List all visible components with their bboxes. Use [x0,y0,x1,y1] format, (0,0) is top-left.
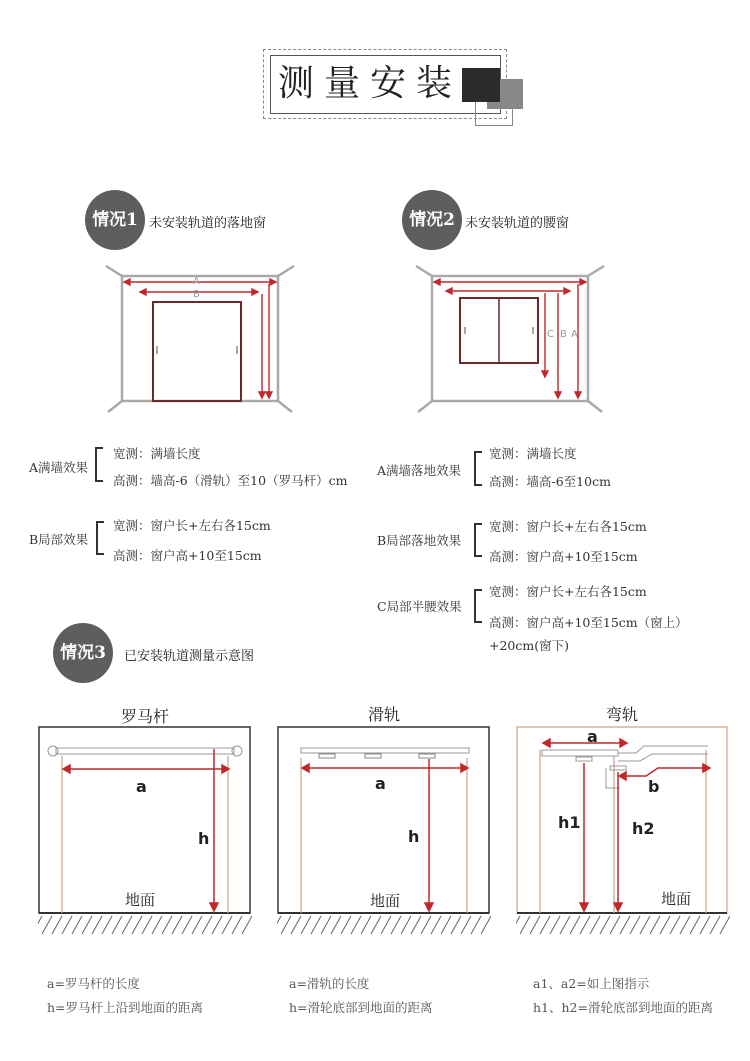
case1-effect-a-name: A满墙效果 [29,460,89,475]
case2-effect-a-height: 高测：墙高-6至10cm [489,474,611,489]
case1-effect-b-width: 宽测：窗户长+左右各15cm [113,518,271,533]
panel1-legend-h: h=罗马杆上沿到地面的距离 [47,1000,204,1015]
panel1-label-a: a [136,777,147,796]
case1-room-diagram [100,262,300,417]
case2-badge: 情况2 [402,190,462,250]
panel-roman-rod-title: 罗马杆 [120,707,169,726]
panel2-legend-h: h=滑轮底部到地面的距离 [289,1000,433,1015]
case1-letter-b: B [193,289,200,300]
case1-letter-a: A [193,276,200,287]
panel1-legend-a: a=罗马杆的长度 [47,976,140,991]
panel2-label-a: a [375,774,386,793]
case2-letter-b: B [560,329,567,340]
case1-effect-b-name: B局部效果 [29,532,89,547]
panel3-floor-label: 地面 [661,890,692,908]
case1-badge: 情况1 [85,190,145,250]
case2-effect-c-height: 高测：窗户高+10至15cm（窗上） [489,615,688,630]
case3-badge: 情况3 [53,623,113,683]
panel3-legend-h: h1、h2=滑轮底部到地面的距离 [533,1000,713,1015]
panel-slide-rail-title: 滑轨 [367,705,400,724]
case1-effect-b-bracket [96,521,104,555]
panel3-label-h2: h2 [632,819,655,838]
case1-effect-a-width: 宽测：满墙长度 [113,446,201,461]
case2-letter-a: A [571,329,578,340]
panel1-label-h: h [198,829,210,848]
panel-curved-rail-title: 弯轨 [605,705,638,724]
case2-effect-c-bracket [474,589,482,623]
panel3-label-a: a [587,727,598,746]
panel-curved-rail-diagram [516,726,730,936]
panel3-legend-a: a1、a2=如上图指示 [533,976,650,991]
case3-description: 已安装轨道测量示意图 [124,649,255,664]
case2-effect-b-height: 高测：窗户高+10至15cm [489,549,638,564]
case2-effect-b-width: 宽测：窗户长+左右各15cm [489,519,647,534]
case2-effect-a-bracket [474,451,482,486]
panel2-label-h: h [408,827,420,846]
case1-effect-a-height: 高测：墙高-6（滑轨）至10（罗马杆）cm [113,473,348,488]
panel-slide-rail-diagram [277,726,491,936]
case2-effect-c-width: 宽测：窗户长+左右各15cm [489,584,647,599]
page-title: 测量安装 [277,63,462,104]
case2-effect-b-name: B局部落地效果 [377,533,462,548]
case1-effect-a-bracket [95,447,103,482]
panel3-label-b: b [648,777,660,796]
title-decor-dark-square [462,68,500,102]
case1-effect-b-height: 高测：窗户高+10至15cm [113,548,262,563]
case2-room-diagram [410,262,610,417]
case2-letter-c: C [547,329,554,340]
case2-effect-c-name: C局部半腰效果 [377,599,462,614]
panel-roman-rod-diagram [38,726,252,936]
case1-description: 未安装轨道的落地窗 [149,216,267,231]
case2-description: 未安装轨道的腰窗 [465,216,570,231]
case2-effect-c-height-extra: +20cm(窗下) [489,638,569,653]
case2-effect-b-bracket [474,523,482,557]
panel2-legend-a: a=滑轨的长度 [289,976,370,991]
panel3-label-h1: h1 [558,813,581,832]
panel2-floor-label: 地面 [370,892,401,910]
panel1-floor-label: 地面 [125,891,156,909]
case2-effect-a-name: A满墙落地效果 [377,463,462,478]
case2-effect-a-width: 宽测：满墙长度 [489,446,577,461]
